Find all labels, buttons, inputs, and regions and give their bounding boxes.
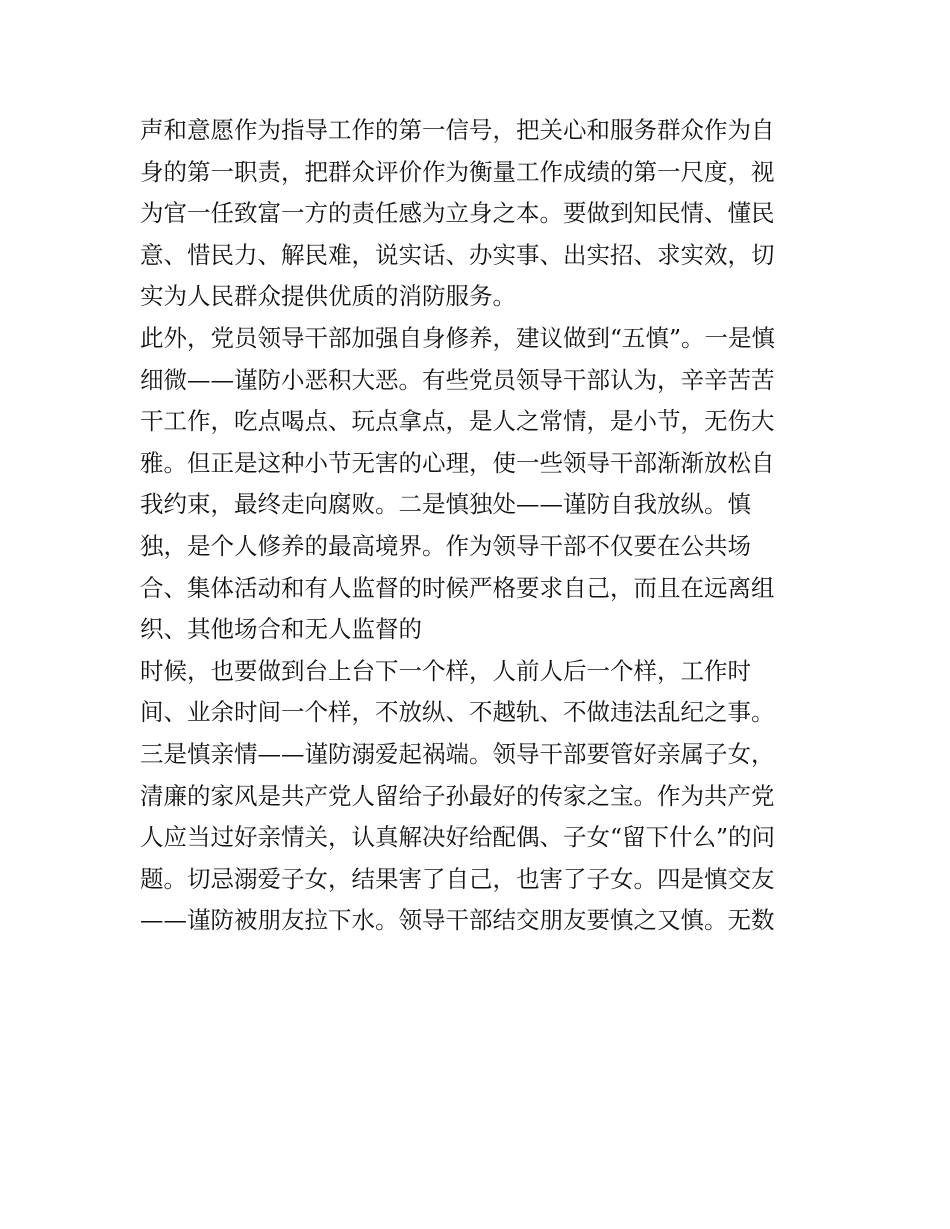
text-line: 题。切忌溺爱子女，结果害了自己，也害了子女。四是慎交友 <box>140 864 775 893</box>
text-line: 织、其他场合和无人监督的 <box>140 615 422 644</box>
text-line: 间、业余时间一个样，不放纵、不越轨、不做违法乱纪之事。 <box>140 698 775 727</box>
text-line: 意、惜民力、解民难，说实话、办实事、出实招、求实效，切 <box>140 240 775 269</box>
text-line: 清廉的家风是共产党人留给子孙最好的传家之宝。作为共产党 <box>140 781 775 810</box>
text-line: 为官一任致富一方的责任感为立身之本。要做到知民情、懂民 <box>140 199 775 228</box>
text-line: 干工作，吃点喝点、玩点拿点，是人之常情，是小节，无伤大 <box>140 407 775 436</box>
text-line: 声和意愿作为指导工作的第一信号，把关心和服务群众作为自 <box>140 116 775 144</box>
text-line: 细微——谨防小恶积大恶。有些党员领导干部认为，辛辛苦苦 <box>140 365 775 394</box>
body-text <box>140 110 820 942</box>
text-line: 身的第一职责，把群众评价作为衡量工作成绩的第一尺度，视 <box>140 157 775 186</box>
text-line: ——谨防被朋友拉下水。领导干部结交朋友要慎之又慎。无数 <box>140 906 775 935</box>
text-line: 时候，也要做到台上台下一个样，人前人后一个样，工作时 <box>140 656 751 685</box>
text-line: 实为人民群众提供优质的消防服务。 <box>140 282 516 311</box>
text-line: 此外，党员领导干部加强自身修养，建议做到“五慎”。一是慎 <box>140 323 776 352</box>
text-line: 独，是个人修养的最高境界。作为领导干部不仅要在公共场 <box>140 531 751 560</box>
text-line: 人应当过好亲情关，认真解决好给配偶、子女“留下什么”的问 <box>140 823 776 852</box>
text-line: 合、集体活动和有人监督的时候严格要求自己，而且在远离组 <box>140 573 775 602</box>
text-line: 雅。但正是这种小节无害的心理，使一些领导干部渐渐放松自 <box>140 448 775 477</box>
text-line: 我约束，最终走向腐败。二是慎独处——谨防自我放纵。慎 <box>140 490 751 519</box>
text-line: 三是慎亲情——谨防溺爱起祸端。领导干部要管好亲属子女， <box>140 739 775 768</box>
